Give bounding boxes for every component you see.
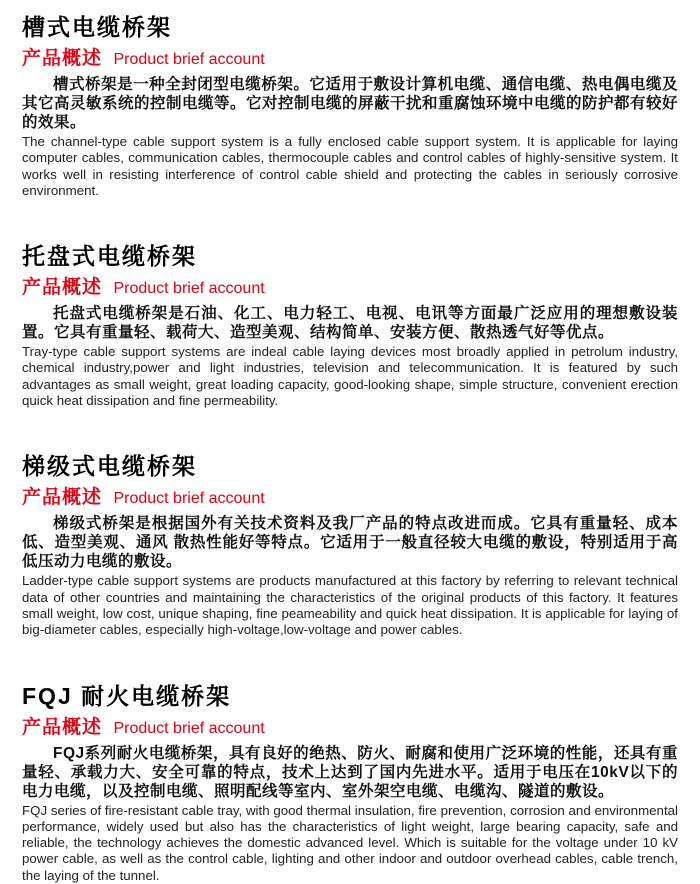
- section-title: 槽式电缆桥架: [22, 14, 172, 40]
- overview-label: [22, 277, 678, 300]
- overview-label-en: Product brief account: [113, 490, 265, 508]
- section-title: FQJ 耐火电缆桥架: [22, 682, 232, 709]
- section-title: 托盘式电缆桥架: [22, 243, 197, 270]
- section-title: 梯级式电缆桥架: [22, 453, 197, 480]
- product-description-zh: FQJ系列耐火电缆桥架，具有良好的绝热、防火、耐腐和使用广泛环境的性能，还具有重量轻、承载力大、安全可靠的特点，技术上达到了国内先进水平。适用于电压在10kV以下的电力电缆，以及控制电缆、照明配线等室内、室外架空电缆、电缆沟、隧道的敷设。: [22, 744, 678, 800]
- section-ladder-type: [22, 453, 678, 638]
- overview-label-en: Product brief account: [113, 280, 265, 298]
- section-fqj-fire-resistant: [22, 683, 678, 884]
- overview-label: [22, 487, 678, 510]
- product-description-en: Ladder-type cable support systems are products manufactured at this factory by referring to relevant technical data of other countries and maintaining the characteristics of the original products of this factory. It features small weight, low cost, unique shaping, fine peameability and quick heat dissipation. It is applicable for laying of big-diameter cables, especially high-voltage,low-voltage and power cables.: [22, 573, 678, 638]
- product-description-zh: 槽式桥架是一种全封闭型电缆桥架。它适用于敷设计算机电缆、通信电缆、热电偶电缆及其它高灵敏系统的控制电缆等。它对控制电缆的屏蔽干扰和重腐蚀环境中电缆的防护都有较好的效果。: [22, 76, 679, 131]
- overview-label: [22, 717, 678, 740]
- overview-label-en: Product brief account: [113, 51, 265, 68]
- overview-label-zh: 产品概述: [22, 277, 103, 299]
- overview-label-zh: 产品概述: [22, 487, 103, 509]
- product-description-en: Tray-type cable support systems are indeal cable laying devices most broadly applied in petrolum industry, chemical industry,power and light industries, television and telecommunication. It is featured by such advantages as small weight, great loading capacity, good-looking shape, simple structure, convenient erection quick heat dissipation and fine permeability.: [22, 344, 678, 409]
- overview-label: [22, 48, 678, 71]
- overview-label-zh: 产品概述: [22, 48, 103, 69]
- product-description-zh: 梯级式桥架是根据国外有关技术资料及我厂产品的特点改进而成。它具有重量轻、成本低、造型美观、通风 散热性能好等特点。它适用于一般直径较大电缆的敷设，特别适用于高低压动力电缆的敷设。: [22, 515, 678, 571]
- product-description-en: The channel-type cable support system is a fully enclosed cable support system. It is applicable for laying computer cables, communication cables, thermocouple cables and control cables of highly-sensitive system. It works well in resisting interference of control cable shield and protecting the cables in seriously corrosive environment.: [22, 134, 678, 198]
- section-channel-type: [22, 14, 678, 199]
- product-description-zh: 托盘式电缆桥架是石油、化工、电力轻工、电视、电讯等方面最广泛应用的理想敷设装置。它具有重量轻、载荷大、造型美观、结构简单、安装方便、散热透气好等优点。: [22, 305, 678, 342]
- product-description-en: FQJ series of fire-resistant cable tray, with good thermal insulation, fire prevention, corrosion and environmental performance, widely used but also has the characteristics of light weight, large bearing capacity, safe and reliable, the technology achieves the domestic advanced level. Which is suitable for the voltage under 10 kV power cable, as well as the control cable, lighting and other indoor and outdoor overhead cables, cable trench, the laying of the tunnel.: [22, 802, 678, 883]
- overview-label-zh: 产品概述: [22, 716, 103, 738]
- overview-label-en: Product brief account: [113, 719, 265, 737]
- section-tray-type: [22, 243, 678, 409]
